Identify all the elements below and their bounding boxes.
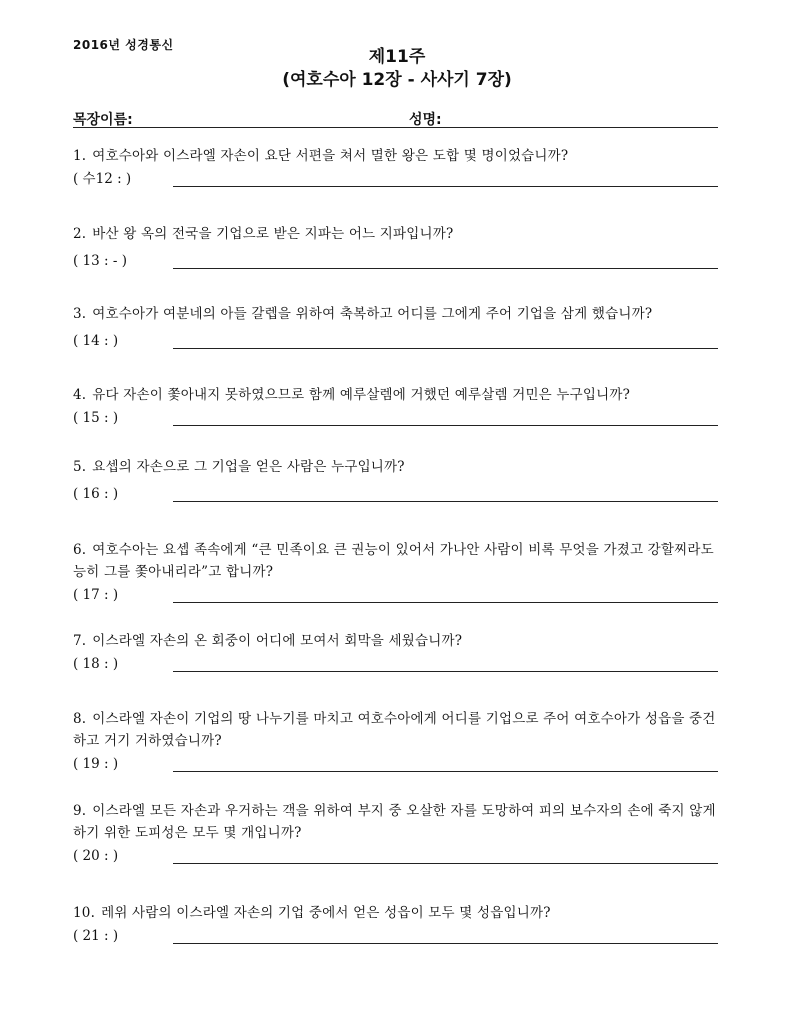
answer-row [73, 484, 723, 506]
name-label: 성명: [409, 112, 442, 128]
series-label: 2016년 성경통신 [73, 38, 174, 52]
question-number: 2. [73, 226, 87, 242]
info-row [73, 109, 718, 128]
question-7 [73, 630, 723, 676]
question-text: 요셉의 자손으로 그 기업을 얻은 사람은 누구입니까? [92, 459, 405, 475]
answer-row [73, 331, 723, 353]
verse-reference: ( 16 : ) [73, 486, 119, 502]
question-2 [73, 223, 723, 273]
answer-row [73, 251, 723, 273]
question-text: 이스라엘 자손의 온 회중이 어디에 모여서 회막을 세웠습니까? [92, 633, 463, 649]
question-number: 9. [73, 803, 87, 819]
question-1 [73, 145, 723, 191]
question-number: 10. [73, 905, 96, 921]
question-text: 여호수아는 요셉 족속에게 “큰 민족이요 큰 권능이 있어서 가나안 사람이 비록 무엇을 가졌고 강할찌라도 능히 그를 쫓아내리라”고 합니까? [73, 542, 714, 580]
question-4 [73, 384, 723, 430]
question-6 [73, 539, 723, 607]
answer-line[interactable] [173, 348, 718, 349]
question-text: 여호수아와 이스라엘 자손이 요단 서편을 쳐서 멸한 왕은 도합 몇 명이었습니까? [92, 148, 569, 164]
chapter-range: (여호수아 12장 - 사사기 7장) [282, 70, 512, 90]
verse-reference: ( 20 : ) [73, 848, 119, 864]
group-name-label: 목장이름: [73, 112, 133, 128]
question-text: 이스라엘 자손이 기업의 땅 나누기를 마치고 여호수아에게 어디를 기업으로 주어 여호수아가 성읍을 중건하고 거기 거하였습니까? [73, 711, 716, 749]
verse-reference: ( 18 : ) [73, 656, 119, 672]
verse-reference: ( 21 : ) [73, 928, 119, 944]
question-text: 이스라엘 모든 자손과 우거하는 객을 위하여 부지 중 오살한 자를 도망하여 피의 보수자의 손에 죽지 않게 하기 위한 도피성은 모두 몇 개입니까? [73, 803, 716, 841]
answer-line[interactable] [173, 186, 718, 187]
question-5 [73, 456, 723, 506]
question-text: 레위 사람의 이스라엘 자손의 기업 중에서 얻은 성읍이 모두 몇 성읍입니까? [101, 905, 551, 921]
question-8 [73, 708, 723, 776]
answer-row [73, 926, 723, 948]
verse-reference: ( 수12 : ) [73, 171, 132, 187]
answer-row [73, 754, 723, 776]
title-block [0, 46, 794, 92]
verse-reference: ( 19 : ) [73, 756, 119, 772]
question-number: 6. [73, 542, 87, 558]
question-number: 5. [73, 459, 87, 475]
answer-line[interactable] [173, 425, 718, 426]
question-number: 8. [73, 711, 87, 727]
question-3 [73, 303, 723, 353]
answer-line[interactable] [173, 771, 718, 772]
question-10 [73, 902, 723, 948]
question-number: 3. [73, 306, 87, 322]
verse-reference: ( 13 : - ) [73, 253, 127, 269]
answer-line[interactable] [173, 268, 718, 269]
question-text: 유다 자손이 쫓아내지 못하였으므로 함께 예루살렘에 거했던 예루살렘 거민은 누구입니까? [92, 387, 631, 403]
answer-row [73, 846, 723, 868]
question-text: 여호수아가 여분네의 아들 갈렙을 위하여 축복하고 어디를 그에게 주어 기업을 삼게 했습니까? [92, 306, 653, 322]
verse-reference: ( 14 : ) [73, 333, 119, 349]
question-number: 7. [73, 633, 87, 649]
answer-row [73, 169, 723, 191]
answer-row [73, 654, 723, 676]
question-number: 1. [73, 148, 87, 164]
answer-row [73, 585, 723, 607]
answer-line[interactable] [173, 501, 718, 502]
answer-line[interactable] [173, 671, 718, 672]
week-title: 제11주 [368, 47, 426, 67]
answer-line[interactable] [173, 943, 718, 944]
answer-line[interactable] [173, 863, 718, 864]
verse-reference: ( 17 : ) [73, 587, 119, 603]
answer-line[interactable] [173, 602, 718, 603]
verse-reference: ( 15 : ) [73, 410, 119, 426]
answer-row [73, 408, 723, 430]
question-9 [73, 800, 723, 868]
question-number: 4. [73, 387, 87, 403]
question-text: 바산 왕 옥의 전국을 기업으로 받은 지파는 어느 지파입니까? [92, 226, 454, 242]
